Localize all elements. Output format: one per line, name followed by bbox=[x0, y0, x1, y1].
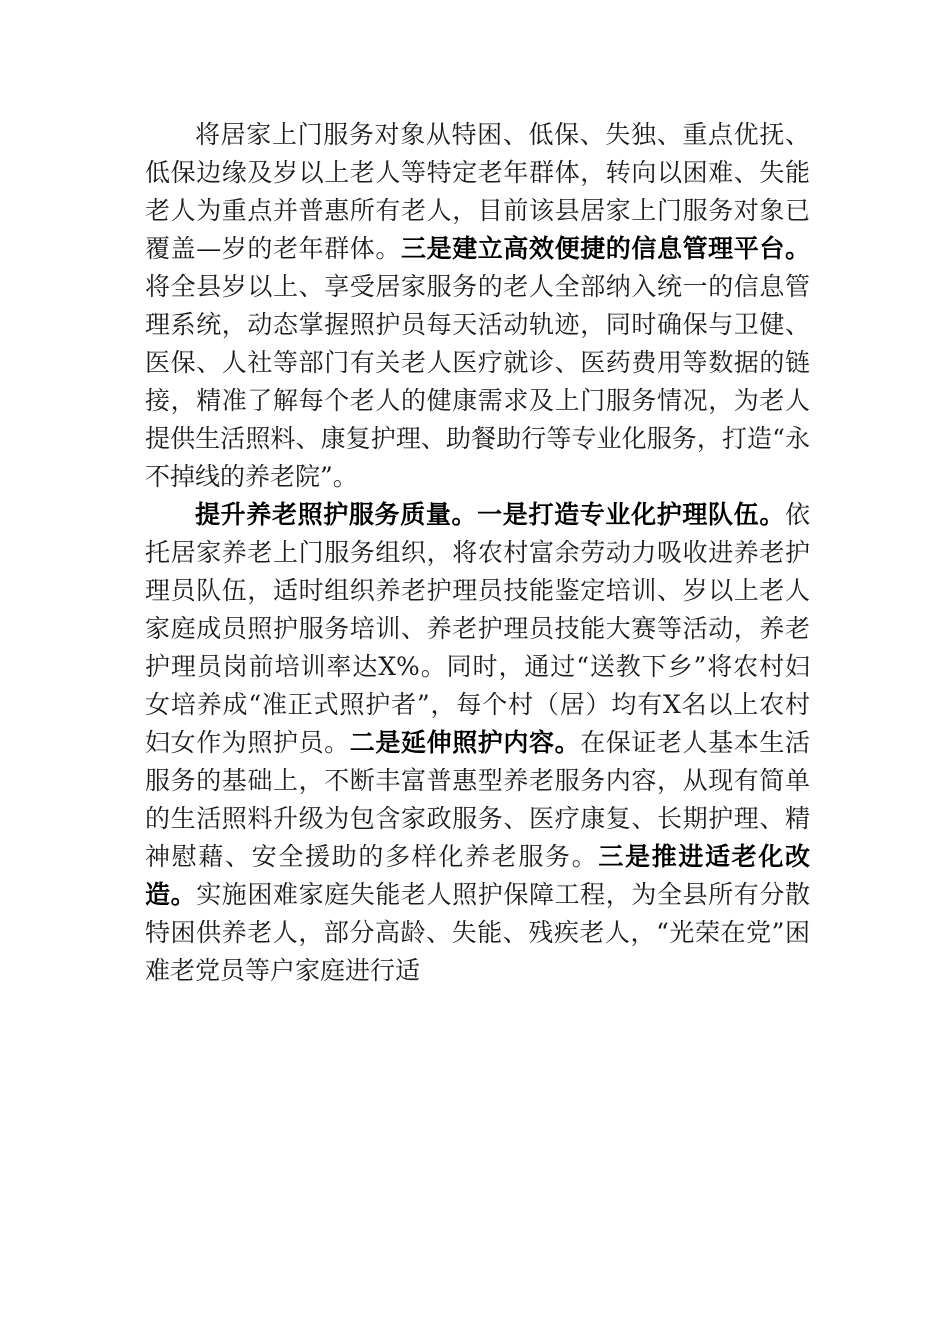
paragraph-2-text-2: 在保证老人基本生活服务的基础上，不断丰富普惠型养老服务内容，从现有简单的生活照料升级为包含家政服务、医疗康复、长期护理、精神慰藉、安全援助的多样化养老服务。 bbox=[145, 728, 810, 871]
paragraph-2-heading-1: 提升养老照护服务质量。一是打造专业化护理队伍。 bbox=[195, 500, 785, 529]
paragraph-2-heading-2: 二是延伸照护内容。 bbox=[349, 728, 581, 757]
paragraph-1-text-1: 将居家上门服务对象从特困、低保、失独、重点优抚、低保边缘及岁以上老人等特定老年群体，转向以困难、失能老人为重点并普惠所有老人，目前该县居家上门服务对象已覆盖—岁的老年群体。 bbox=[145, 120, 810, 263]
paragraph-2-text-3: 实施困难家庭失能老人照护保障工程，为全县所有分散特困供养老人，部分高龄、失能、残疾老人，“光荣在党”困难老党员等户家庭进行适 bbox=[145, 880, 810, 985]
paragraph-2-heading-3: 三是推进适老化改造。 bbox=[145, 842, 810, 909]
body-text bbox=[145, 116, 810, 990]
paragraph-2-text-1: 依托居家养老上门服务组织，将农村富余劳动力吸收进养老护理员队伍，适时组织养老护理员技能鉴定培训、岁以上老人家庭成员照护服务培训、养老护理员技能大赛等活动，养老护理员岗前培训率达X%。同时，通过“送教下乡”将农村妇女培养成“准正式照护者”，每个村（居）均有X名以上农村妇女作为照护员。 bbox=[145, 500, 810, 757]
paragraph-1 bbox=[145, 116, 810, 496]
paragraph-1-text-2: 将全县岁以上、享受居家服务的老人全部纳入统一的信息管理系统，动态掌握照护员每天活动轨迹，同时确保与卫健、医保、人社等部门有关老人医疗就诊、医药费用等数据的链接，精准了解每个老人的健康需求及上门服务情况，为老人提供生活照料、康复护理、助餐助行等专业化服务，打造“永不掉线的养老院”。 bbox=[145, 272, 810, 491]
paragraph-2 bbox=[145, 496, 810, 990]
paragraph-1-heading-3: 三是建立高效便捷的信息管理平台。 bbox=[401, 234, 810, 263]
